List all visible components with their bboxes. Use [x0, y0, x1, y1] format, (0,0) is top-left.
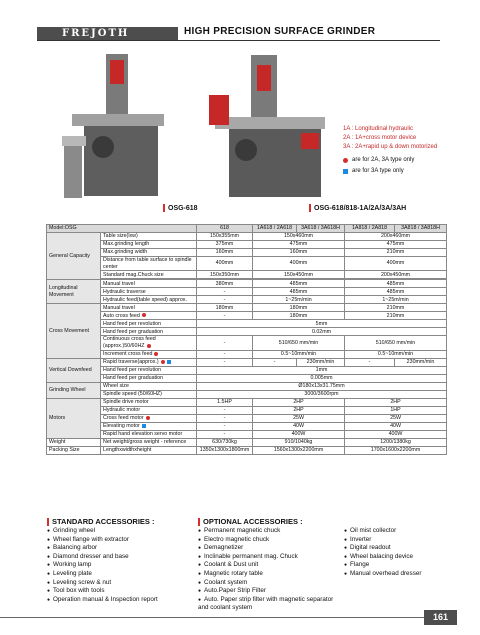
table-row	[47, 312, 447, 320]
cell: 160mm	[197, 249, 253, 257]
row-label	[101, 414, 197, 422]
list-item: ● Balancing arbor	[47, 544, 197, 553]
legend-red	[343, 157, 414, 163]
row-label: Table size(lxw)	[101, 233, 197, 241]
cell: 0.005mm	[197, 374, 447, 382]
cell: 400W	[253, 430, 345, 438]
row-label	[101, 422, 197, 430]
header-1a618: 1A618 / 2A618	[253, 225, 297, 233]
cell: 180mm	[253, 312, 345, 320]
cell: 150x350mm	[197, 271, 253, 279]
page-title: HIGH PRECISION SURFACE GRINDER	[184, 26, 376, 37]
row-label: Hand feed per revolution	[101, 320, 197, 328]
row-label: Net weight/gross weight - reference	[101, 438, 197, 446]
cell: 400W	[345, 430, 447, 438]
table-row	[47, 446, 447, 454]
row-group: Weight	[47, 438, 101, 446]
row-label	[101, 350, 197, 358]
cell: 400mm	[253, 257, 345, 271]
list-item: ● Tool box with tools	[47, 587, 197, 596]
cell: 180mm	[253, 304, 345, 312]
group-general: General Capacity	[47, 233, 101, 280]
row-label: Distance from table surface to spindle center	[101, 257, 197, 271]
cell: 1~25m/min	[345, 296, 447, 304]
row-label: Spindle drive motor	[101, 398, 197, 406]
cell: -	[253, 358, 297, 366]
row-label-text: Increment cross feed	[103, 350, 153, 357]
header-1a818: 1A818 / 2A818	[345, 225, 395, 233]
table-row	[47, 374, 447, 382]
row-label: Manual travel	[101, 304, 197, 312]
group-wheel: Grinding Wheel	[47, 382, 101, 398]
table-row	[47, 233, 447, 241]
note-2a: 2A : 1A+cross motor device	[343, 135, 417, 141]
cell: 1~25m/min	[253, 296, 345, 304]
cell: 150x450mm	[253, 271, 345, 279]
list-item: ● Wheel flange with extractor	[47, 536, 197, 545]
table-row	[47, 257, 447, 271]
caption-right-label: OSG-618/818-1A/2A/3A/3AH	[314, 204, 407, 212]
cell: 180mm	[197, 304, 253, 312]
red-dot-icon	[161, 360, 165, 364]
blue-square-icon	[343, 169, 348, 174]
red-dot-icon	[146, 416, 150, 420]
blue-square-icon	[142, 424, 146, 428]
table-row	[47, 366, 447, 374]
row-label	[101, 336, 197, 350]
list-item: ● Inverter	[344, 536, 464, 545]
table-row	[47, 288, 447, 296]
cell: 2HP	[253, 406, 345, 414]
table-row	[47, 390, 447, 398]
cell: -	[197, 422, 253, 430]
list-item: ● Diamond dresser and base	[47, 553, 197, 562]
list-item: ● Manual overhead dresser	[344, 570, 464, 579]
footer-divider	[0, 617, 424, 618]
cell: 510/650 mm/min	[253, 336, 345, 350]
cell: 230mm/min	[297, 358, 345, 366]
table-row	[47, 296, 447, 304]
table-row	[47, 280, 447, 288]
caption-osg-618	[163, 204, 198, 212]
cell: 380mm	[197, 280, 253, 288]
cell: 150x460mm	[253, 233, 345, 241]
cell: -	[197, 288, 253, 296]
cell: 200x460mm	[345, 233, 447, 241]
row-label: Standard mag.Chuck size	[101, 271, 197, 279]
row-label: Lengthxwidthxheight	[101, 446, 197, 454]
row-label: Max.grinding length	[101, 241, 197, 249]
optional-accessories-list-2	[344, 527, 464, 579]
cell: 1HP	[345, 406, 447, 414]
cell: 0.02mm	[197, 328, 447, 336]
cell: 375mm	[197, 241, 253, 249]
table-row	[47, 382, 447, 390]
row-label: Hydraulic motor	[101, 406, 197, 414]
row-label	[101, 358, 197, 366]
red-dot-icon	[154, 352, 158, 356]
table-row	[47, 422, 447, 430]
cell: 3000/3600rpm	[197, 390, 447, 398]
row-label: Manual travel	[101, 280, 197, 288]
list-item: ● Auto.Paper Strip Filter	[198, 587, 344, 596]
cell: 1350x1300x1800mm	[197, 446, 253, 454]
group-longitudinal: Longitudinal Movement	[47, 280, 101, 304]
list-item: ● Digital readout	[344, 544, 464, 553]
cell: 485mm	[253, 288, 345, 296]
table-row	[47, 304, 447, 312]
row-label: Hand feed per graduation	[101, 328, 197, 336]
table-row	[47, 430, 447, 438]
list-item: ● Oil mist collector	[344, 527, 464, 536]
cell: 485mm	[345, 280, 447, 288]
cell: 1mm	[197, 366, 447, 374]
cell: 210mm	[345, 304, 447, 312]
table-row	[47, 350, 447, 358]
row-label: Wheel size	[101, 382, 197, 390]
table-row	[47, 249, 447, 257]
cell: 485mm	[253, 280, 345, 288]
cell: 25W	[253, 414, 345, 422]
cell: 475mm	[253, 241, 345, 249]
row-label: Hydraulic traverse	[101, 288, 197, 296]
cell: 40W	[253, 422, 345, 430]
table-row	[47, 414, 447, 422]
cell: 1200/1380kg	[345, 438, 447, 446]
group-cross: Cross Movement	[47, 304, 101, 358]
table-row	[47, 438, 447, 446]
title-bar	[198, 518, 200, 526]
group-motors: Motors	[47, 398, 101, 438]
cell: -	[197, 358, 253, 366]
caption-bar	[163, 204, 165, 212]
cell: 400mm	[197, 257, 253, 271]
row-label: Hand feed per revolution	[101, 366, 197, 374]
legend-blue-label: are for 3A type only	[352, 168, 404, 174]
cell: 0.5~10mm/min	[345, 350, 447, 358]
list-item: ● Leveling plate	[47, 570, 197, 579]
list-item: ● Auto. Paper strip filter with magnetic separator and coolant system	[198, 596, 344, 612]
caption-osg-618-818	[309, 204, 406, 212]
cell: 40W	[345, 422, 447, 430]
cell: 475mm	[345, 241, 447, 249]
table-header-row	[47, 225, 447, 233]
note-3a: 3A : 2A+rapid up & down motorized	[343, 144, 438, 150]
specification-table	[46, 224, 447, 455]
red-dot-icon	[142, 313, 146, 317]
row-label: Hand feed per graduation	[101, 374, 197, 382]
row-label-text: Auto cross feed	[103, 312, 140, 319]
cell: 2HP	[345, 398, 447, 406]
row-label-text: Rapid traverse(approx.)	[103, 358, 159, 365]
list-item: ● Demagnetizer	[198, 544, 344, 553]
cell: -	[197, 350, 253, 358]
list-item: ● Inclinable permanent mag. Chuck	[198, 553, 344, 562]
table-row	[47, 358, 447, 366]
list-item: ● Grinding wheel	[47, 527, 197, 536]
header-3a818: 3A818 / 3A818H	[395, 225, 447, 233]
blue-square-icon	[167, 360, 171, 364]
row-label	[101, 312, 197, 320]
list-item: ● Operation manual & Inspection report	[47, 596, 197, 605]
row-group: Packing Size	[47, 446, 101, 454]
cell: Ø180x13x31.75mm	[197, 382, 447, 390]
row-label-text: Elevating motor	[103, 422, 140, 429]
cell: 210mm	[345, 312, 447, 320]
cell: 0.5~10mm/min	[253, 350, 345, 358]
legend-blue	[343, 168, 404, 174]
cell: 485mm	[345, 288, 447, 296]
red-dot-icon	[147, 344, 151, 348]
cell: 910/1040kg	[253, 438, 345, 446]
group-vertical: Vertical Downfeed	[47, 358, 101, 382]
header-618: 618	[197, 225, 253, 233]
table-row	[47, 320, 447, 328]
list-item: ● Coolant & Dust unit	[198, 561, 344, 570]
cell: -	[197, 406, 253, 414]
cell: 160mm	[253, 249, 345, 257]
cell: -	[197, 430, 253, 438]
legend-red-label: are for 2A, 3A type only	[352, 157, 415, 163]
cell: 200x450mm	[345, 271, 447, 279]
list-item: ● Working lamp	[47, 561, 197, 570]
red-dot-icon	[343, 158, 348, 163]
cell: -	[345, 358, 395, 366]
table-row	[47, 328, 447, 336]
note-1a: 1A : Longitudinal hydraulic	[343, 126, 414, 132]
row-label: Spindle speed (50/60HZ)	[101, 390, 197, 398]
row-label-text: Continuous cross feed (approx.)50/60HZ	[103, 336, 156, 350]
row-label: Max.grinding width	[101, 249, 197, 257]
caption-left-label: OSG-618	[168, 204, 198, 212]
list-item: ● Flange	[344, 561, 464, 570]
list-item: ● Electro magnetic chuck	[198, 536, 344, 545]
header-3a618: 3A618 / 3A618H	[297, 225, 345, 233]
cell: 1700x1600x2200mm	[345, 446, 447, 454]
caption-bar	[309, 204, 311, 212]
cell: 210mm	[345, 249, 447, 257]
table-row	[47, 398, 447, 406]
standard-title-text: STANDARD ACCESSORIES :	[52, 517, 155, 526]
cell: 25W	[345, 414, 447, 422]
cell: -	[197, 296, 253, 304]
machine-photo-osg-618-818	[205, 55, 335, 203]
page-number: 161	[424, 610, 457, 625]
standard-accessories-list	[47, 527, 197, 604]
optional-title-text: OPTIONAL ACCESSORIES :	[203, 517, 303, 526]
cell: -	[197, 414, 253, 422]
table-row	[47, 406, 447, 414]
table-row	[47, 336, 447, 350]
cell: 1.5HP	[197, 398, 253, 406]
list-item: ● Permanent magnetic chuck	[198, 527, 344, 536]
cell: 400mm	[345, 257, 447, 271]
list-item: ● Wheel balacing device	[344, 553, 464, 562]
list-item: ● Magnetic rotary table	[198, 570, 344, 579]
row-label-text: Cross feed motor	[103, 414, 144, 421]
optional-accessories-title	[198, 517, 303, 526]
cell: 1560x1300x2200mm	[253, 446, 345, 454]
machine-photo-osg-618	[62, 54, 182, 204]
table-row	[47, 271, 447, 279]
cell: 2HP	[253, 398, 345, 406]
list-item: ● Leveling screw & nut	[47, 579, 197, 588]
standard-accessories-title	[47, 517, 155, 526]
brand-logo: FREJOTH	[62, 28, 130, 39]
row-label: Rapid hand elevation servo motor	[101, 430, 197, 438]
cell: 150x355mm	[197, 233, 253, 241]
title-bar	[47, 518, 49, 526]
header-divider	[37, 40, 440, 41]
header-model: Model:OSG	[47, 225, 197, 233]
cell: -	[197, 336, 253, 350]
table-row	[47, 241, 447, 249]
cell: -	[197, 312, 253, 320]
row-label: Hydraulic feed(table speed) approx.	[101, 296, 197, 304]
cell: 630/730kg	[197, 438, 253, 446]
cell: 5mm	[197, 320, 447, 328]
list-item: ● Coolant system	[198, 579, 344, 588]
cell: 230mm/min	[395, 358, 447, 366]
cell: 510/650 mm/min	[345, 336, 447, 350]
optional-accessories-list-1	[198, 527, 344, 612]
